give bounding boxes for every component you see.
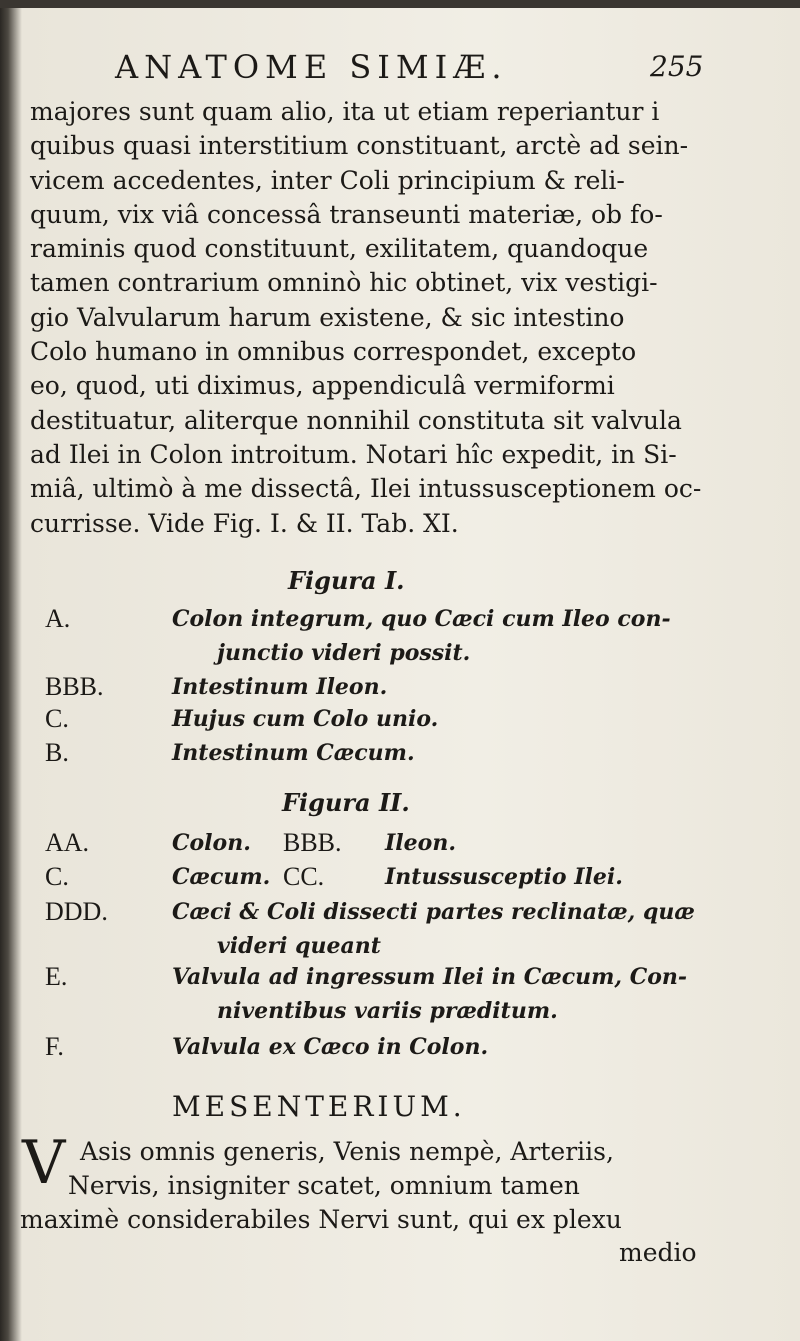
figure-2-title: Figura II. bbox=[282, 788, 410, 817]
body-paragraph bbox=[30, 95, 740, 541]
section-paragraph bbox=[20, 1128, 740, 1237]
legend-desc: Intussusceptio Ilei. bbox=[385, 864, 623, 890]
body-line: currisse. Vide Fig. I. & II. Tab. XI. bbox=[30, 508, 459, 538]
legend-key: BBB. bbox=[45, 672, 104, 701]
body-line: tamen contrarium omninò hic obtinet, vix vestigi- bbox=[30, 268, 658, 298]
body-line: quibus quasi interstitium constituant, arctè ad sein- bbox=[30, 131, 689, 161]
section-heading: MESENTERIUM. bbox=[172, 1090, 466, 1123]
legend-desc: niventibus variis præditum. bbox=[217, 998, 558, 1024]
legend-key: DDD. bbox=[45, 897, 108, 926]
catchword: medio bbox=[619, 1238, 697, 1267]
legend-desc: Hujus cum Colo unio. bbox=[172, 706, 439, 732]
body-line: destituatur, aliterque nonnihil constituta sit valvula bbox=[30, 405, 682, 435]
body-line: Colo humano in omnibus correspondet, excepto bbox=[30, 337, 637, 367]
running-header bbox=[115, 48, 715, 86]
legend-key: B. bbox=[45, 738, 69, 767]
legend-key: E. bbox=[45, 962, 68, 991]
section-line: maximè considerabiles Nervi sunt, qui ex plexu bbox=[20, 1205, 622, 1234]
legend-desc: Colon. bbox=[172, 830, 251, 856]
body-line: vicem accedentes, inter Coli principium & reli- bbox=[30, 165, 625, 195]
header-title: ANATOME SIMIÆ. bbox=[115, 48, 508, 86]
legend-key: BBB. bbox=[283, 828, 342, 857]
legend-key: C. bbox=[45, 862, 69, 891]
legend-key: C. bbox=[45, 704, 69, 733]
legend-desc: videri queant bbox=[217, 933, 381, 959]
legend-desc: Intestinum Ileon. bbox=[172, 674, 388, 700]
legend-desc: Colon integrum, quo Cæci cum Ileo con- bbox=[172, 606, 671, 632]
legend-key: F. bbox=[45, 1032, 64, 1061]
section-line: Nervis, insigniter scatet, omnium tamen bbox=[68, 1171, 580, 1200]
page-number: 255 bbox=[650, 50, 704, 83]
body-line: majores sunt quam alio, ita ut etiam reperiantur i bbox=[30, 97, 660, 126]
legend-desc: Valvula ad ingressum Ilei in Cæcum, Con- bbox=[172, 964, 688, 990]
legend-desc: Ileon. bbox=[385, 830, 456, 856]
legend-desc: Cæci & Coli dissecti partes reclinatæ, quæ bbox=[172, 899, 695, 925]
drop-cap: V bbox=[22, 1128, 66, 1198]
body-line: eo, quod, uti diximus, appendiculâ vermiformi bbox=[30, 371, 615, 401]
legend-key: A. bbox=[45, 604, 71, 633]
legend-desc: Intestinum Cæcum. bbox=[172, 740, 415, 766]
page-edge-shadow bbox=[0, 0, 800, 8]
body-line: quum, vix viâ concessâ transeunti materiæ, ob fo- bbox=[30, 199, 663, 229]
legend-desc: Cæcum. bbox=[172, 864, 271, 890]
body-line: raminis quod constituunt, exilitatem, quandoque bbox=[30, 234, 649, 264]
body-line: ad Ilei in Colon introitum. Notari hîc expedit, in Si- bbox=[30, 439, 677, 469]
body-line: miâ, ultimò à me dissectâ, Ilei intussusceptionem oc- bbox=[30, 474, 702, 504]
legend-key: CC. bbox=[283, 862, 325, 891]
body-line: gio Valvularum harum existene, & sic intestino bbox=[30, 302, 625, 332]
section-line: Asis omnis generis, Venis nempè, Arteriis, bbox=[80, 1137, 614, 1166]
legend-key: AA. bbox=[45, 828, 90, 857]
figure-1-title: Figura I. bbox=[288, 566, 405, 595]
legend-desc: junctio videri possit. bbox=[217, 640, 471, 666]
legend-desc: Valvula ex Cæco in Colon. bbox=[172, 1034, 489, 1060]
